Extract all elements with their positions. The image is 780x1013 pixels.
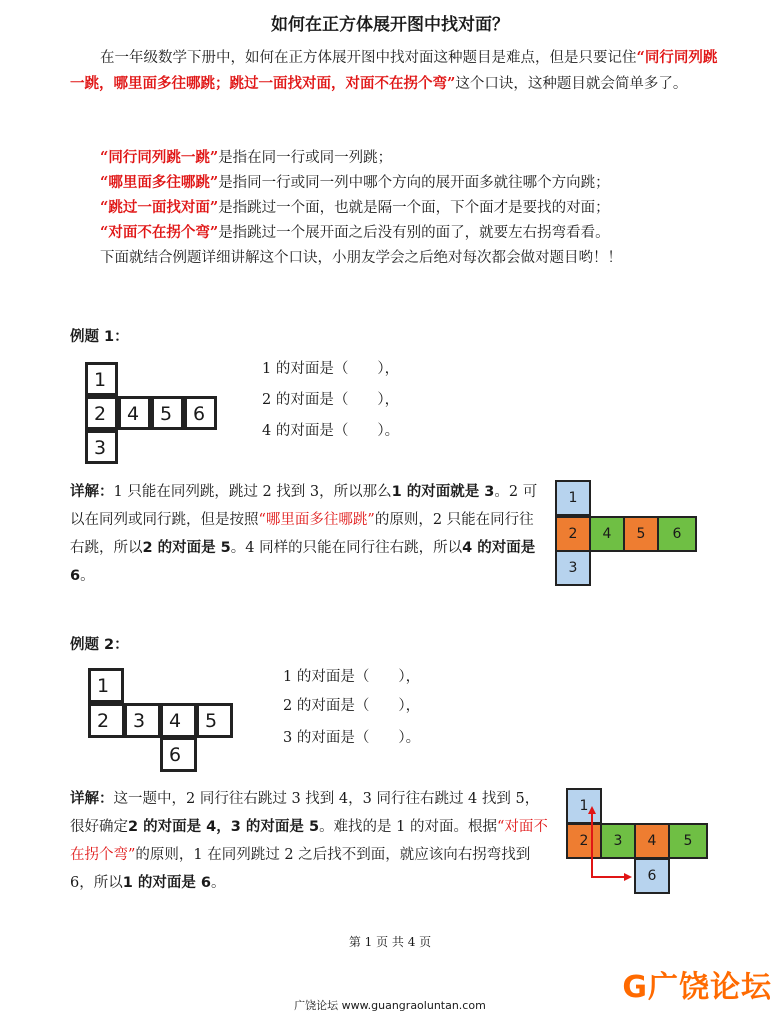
explain-answer: 1 的对面就是 3 xyxy=(391,484,495,500)
net-cell: 2 xyxy=(85,396,118,430)
example-1-label: 例题 1： xyxy=(70,329,129,345)
example-1-question: 2 的对面是（ ）， xyxy=(262,392,400,408)
explain-label: 详解： xyxy=(70,791,114,807)
rule-text: 是指跳过一个展开面之后没有别的面了，就要左右拐弯看看。 xyxy=(218,225,610,241)
net-cell: 1 xyxy=(88,668,124,703)
explain-text: 。 xyxy=(80,568,95,584)
explain-text: 这一题中，2 同行往右跳过 3 找到 4，3 同行往右跳过 4 找到 5，很好确定 xyxy=(70,791,540,835)
net-cell: 6 xyxy=(634,858,670,894)
explain-answer: 2 的对面是 5 xyxy=(142,540,231,556)
explain-text: 。难找的是 1 的对面。根据 xyxy=(319,819,498,835)
net-cell: 5 xyxy=(668,823,708,859)
rule-key: “跳过一面找对面” xyxy=(100,199,219,216)
net-cell: 2 xyxy=(566,823,602,859)
rule-3 xyxy=(100,195,610,221)
example-2-explanation xyxy=(70,785,548,897)
intro-text-a: 在一年级数学下册中，如何在正方体展开图中找对面这种题目是难点，但是只要记住 xyxy=(100,50,637,66)
net-cell: 3 xyxy=(85,430,118,464)
intro-paragraph xyxy=(70,45,720,97)
explain-text: 。2 可以在同列或同行跳，但是按照 xyxy=(70,484,538,528)
site-logo: G广饶论坛 xyxy=(622,970,772,1005)
explain-mnemonic: “哪里面多往哪跳” xyxy=(258,512,375,528)
explain-text: 的原则，2 只能在同行往右跳，所以 xyxy=(70,512,534,556)
net-cell: 5 xyxy=(196,703,233,738)
rule-4 xyxy=(100,220,610,246)
explain-text: 。 xyxy=(211,875,226,891)
rule-text: 是指同一行或同一列中哪个方向的展开面多就往哪个方向跳； xyxy=(218,175,610,191)
net-cell: 6 xyxy=(657,516,697,552)
example-2-question: 2 的对面是（ ）， xyxy=(283,698,421,714)
explain-text: 1 只能在同列跳，跳过 2 找到 3，所以那么 xyxy=(113,484,392,500)
explain-answer: 1 的对面是 6 xyxy=(122,875,212,891)
net-cell: 4 xyxy=(634,823,670,859)
rule-key: “对面不在拐个弯” xyxy=(100,224,219,241)
explain-mnemonic: “对面不在拐个弯” xyxy=(70,819,548,863)
net-cell: 2 xyxy=(555,516,591,552)
example-1-explanation xyxy=(70,478,542,590)
page-number: 第 1 页 共 4 页 xyxy=(348,935,432,949)
watermark: 广饶论坛 www.guangraoluntan.com xyxy=(294,999,486,1012)
explain-answer: 4 的对面是 6 xyxy=(70,540,536,584)
net-cell: 5 xyxy=(151,396,184,430)
explain-text: 。4 同样的只能在同行往右跳，所以 xyxy=(230,540,463,556)
net-cell: 6 xyxy=(160,737,197,772)
intro-text-b: 这个口诀，这种题目就会简单多了。 xyxy=(455,76,688,92)
example-2-label: 例题 2： xyxy=(70,637,129,653)
net-cell: 3 xyxy=(600,823,636,859)
explain-answer: 2 的对面是 4，3 的对面是 5 xyxy=(128,819,320,835)
intro-closing: 下面就结合例题详细讲解这个口诀，小朋友学会之后绝对每次都会做对题目哟！！ xyxy=(100,250,622,266)
net-cell: 6 xyxy=(184,396,217,430)
net-cell: 1 xyxy=(555,480,591,516)
rule-key: “同行同列跳一跳” xyxy=(100,149,219,166)
rule-2 xyxy=(100,170,610,196)
net-cell: 1 xyxy=(566,788,602,824)
example-2-question: 3 的对面是（ ）。 xyxy=(283,730,421,746)
page-title: 如何在正方体展开图中找对面？ xyxy=(271,15,509,35)
net-cell: 4 xyxy=(589,516,625,552)
rule-1 xyxy=(100,145,392,171)
explain-text: 的原则，1 在同列跳过 2 之后找不到面，就应该向右拐弯找到 6，所以 xyxy=(70,847,531,891)
intro-mnemonic: “同行同列跳一跳，哪里面多往哪跳；跳过一面找对面，对面不在拐个弯” xyxy=(70,49,718,92)
net-cell: 5 xyxy=(623,516,659,552)
net-cell: 2 xyxy=(88,703,125,738)
net-cell: 3 xyxy=(555,550,591,586)
net-cell: 4 xyxy=(118,396,151,430)
turn-arrow xyxy=(560,800,650,890)
example-2-question: 1 的对面是（ ）， xyxy=(283,669,421,685)
rule-key: “哪里面多往哪跳” xyxy=(100,174,219,191)
net-cell: 3 xyxy=(124,703,161,738)
example-1-question: 1 的对面是（ ）， xyxy=(262,361,400,377)
net-cell: 4 xyxy=(160,703,197,738)
rule-text: 是指在同一行或同一列跳； xyxy=(218,150,393,166)
net-cell: 1 xyxy=(85,362,118,396)
explain-label: 详解： xyxy=(70,484,114,500)
example-1-question: 4 的对面是（ ）。 xyxy=(262,423,400,439)
rule-text: 是指跳过一个面，也就是隔一个面，下个面才是要找的对面； xyxy=(218,200,610,216)
